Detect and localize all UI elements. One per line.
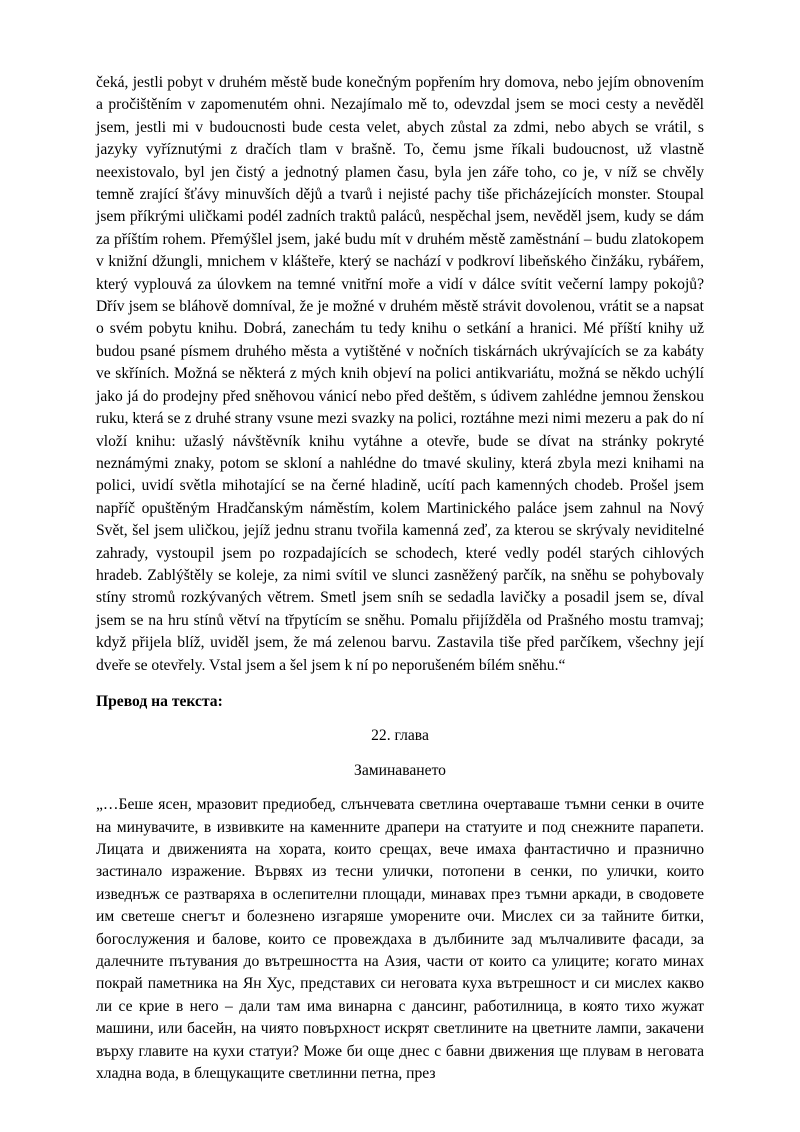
translation-heading: Превод на текста: <box>96 692 223 710</box>
chapter-subtitle: Заминаването <box>354 761 446 779</box>
czech-paragraph: čeká, jestli pobyt v druhém městě bude konečným popřením hry domova, nebo jejím obnovením a pročištěním v zapomenutém ohni. Nezajímalo mě to, odevzdal jsem se moci cesty a nevěděl jsem, jestli mi v budoucnosti bude cesta velet, abych zůstal za zdmi, nebo abych se vrátil, s jazyky vyříznutými z dračích tlam v brašně. To, čemu jsme říkali budoucnost, už vlastně neexistovalo, byl jen čistý a jednotný plamen času, byla jen záře toho, co je, v níž se chvěly temně zrající šťávy minuvších dějů a tvarů i nejisté pachy tiše přicházejících monster. Stoupal jsem příkrými uličkami podél zadních traktů paláců, nespěchal jsem, nevěděl jsem, kudy se dám za příštím rohem. Přemýšlel jsem, jaké budu mít v druhém městě zaměstnání – budu zlatokopem v knižní džungli, mnichem v klášteře, který se nachází v podkroví libeňského činžáku, rybářem, který vyplouvá za úlovkem na temné vnitřní moře a vidí v dálce svítit večerní lampy pokojů? Dřív jsem se bláhově domníval, že je možné v druhém městě strávit dovolenou, vrátit se a napsat o svém pobytu knihu. Dobrá, zanechám tu tedy knihu o setkání a hranici. Mé příští knihy už budou psané písmem druhého města a vytištěné v nočních tiskárnách ukrývajících se za kabáty ve skříních. Možná se některá z mých knih objeví na polici antikvariátu, možná se někdo uchýlí jako já do prodejny před sněhovou vánicí nebo před deštěm, s údivem zahlédne jemnou ženskou ruku, která se z druhé strany vsune mezi svazky na polici, roztáhne mezi nimi mezeru a pak do ní vloží knihu: užaslý návštěvník knihu vytáhne a otevře, bude se dívat na stránky pokryté neznámými znaky, potom se skloní a nahlédne do tmavé skuliny, která zbyla mezi knihami na polici, uvidí světla mihotající se na černé hladině, ucítí pach kamenných chodeb. Prošel jsem napříč opuštěným Hradčanským náměstím, kolem Martinického paláce jsem zahnul na Nový Svět, šel jsem uličkou, jejíž jednu stranu tvořila kamenná zeď, za kterou se skrývaly neviditelné zahrady, vystoupil jsem po rozpadajících se schodech, které vedly podél starých cihlových hradeb. Zablýštěly se koleje, za nimi svítil ve slunci zasněžený parčík, na sněhu se pohybovaly stíny stromů rozkývaných větrem. Smetl jsem sníh se sedadla lavičky a posadil jsem se, díval jsem se na hru stínů větví na třpytícím se sněhu. Pomalu přijížděla od Prašného mostu tramvaj; když přijela blíž, uviděl jsem, že má zelenou barvu. Zastavila tiše před parčíkem, všechny její dveře se otevřely. Vstal jsem a šel jsem k ní po neporušeném bílém sněhu.“ <box>96 74 704 674</box>
document-page <box>96 72 704 1085</box>
chapter-title: 22. глава <box>371 727 429 745</box>
bulgarian-paragraph: „…Беше ясен, мразовит предиобед, слънчевата светлина очертаваше тъмни сенки в очите на минувачите, в извивките на каменните драпери на статуите и под снежните парапети. Лицата и движенията на хората, които срещах, вече имаха фантастично и празнично застинало изражение. Вървях из тесни улички, потопени в сенки, по улички, които изведнъж се разтваряха в ослепителни площади, минавах през тъмни аркади, в сводовете им светеше снегът и болезнено изгаряше уморените очи. Мислех си за тайните битки, богослужения и балове, които се провеждаха в дълбините зад мълчаливите фасади, за далечните пътувания до вътрешността на Азия, части от които са улиците; когато минах покрай паметника на Ян Хус, представих си неговата куха вътрешност и си мислех какво ли се крие в него – дали там има винарна с дансинг, работилница, в която тихо жужат машини, или басейн, на чиято повърхност искрят светлините на цветните лампи, закачени върху главите на кухи статуи? Може би още днес с бавни движения ще плувам в неговата хладна вода, в блещукащите светлинни петна, през <box>96 796 704 1083</box>
